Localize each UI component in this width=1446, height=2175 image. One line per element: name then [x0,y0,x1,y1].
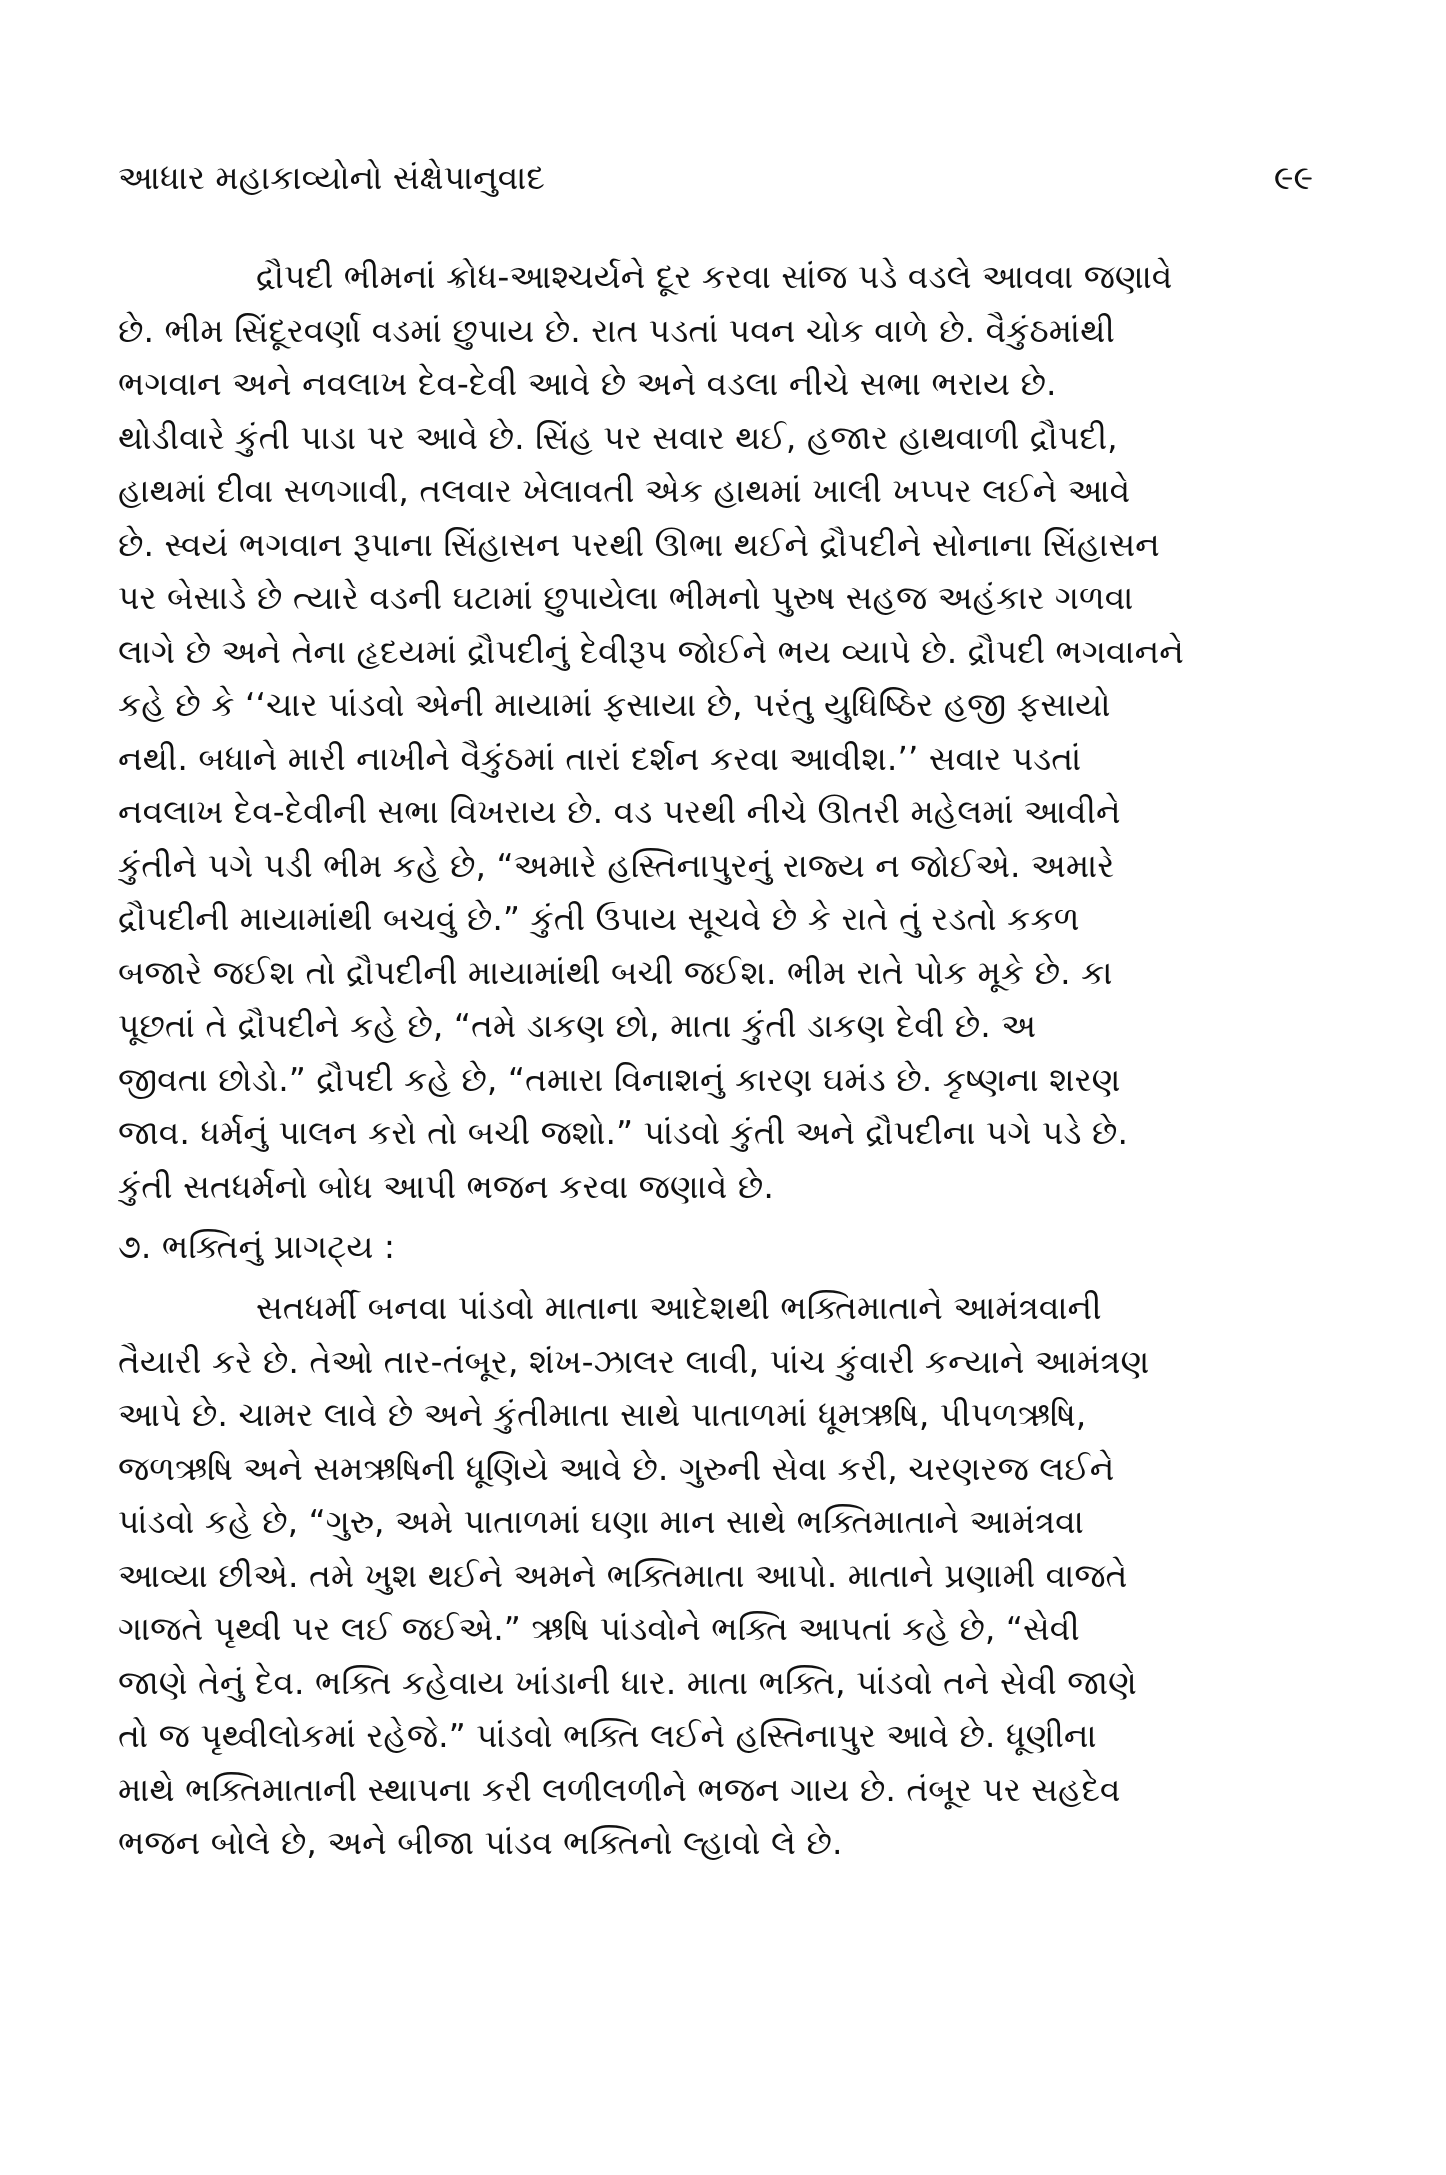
page-number: ૯૯ [1273,158,1313,197]
text-line: કહે છે કે ‘‘ચાર પાંડવો એની માયામાં ફસાયા છે, પરંતુ યુધિષ્ઠિર હજી ફસાયો [118,685,1111,724]
text-line: થોડીવારે કુંતી પાડા પર આવે છે. સિંહ પર સવાર થઈ, હજાર હાથવાળી દ્રૌપદી, [118,417,1118,457]
text-line: જાવ. ધર્મનું પાલન કરો તો બચી જશો.” પાંડવો કુંતી અને દ્રૌપદીના પગે પડે છે. [118,1113,1128,1152]
text-line: હાથમાં દીવા સળગાવી, તલવાર ખેલાવતી એક હાથમાં ખાલી ખપ્પર લઈને આવે [118,471,1131,510]
section-heading: ૭. ભક્તિનું પ્રાગટ્ય : [118,1227,395,1266]
text-line: નવલાખ દેવ-દેવીની સભા વિખરાય છે. વડ પરથી નીચે ઊતરી મહેલમાં આવીને [118,792,1121,831]
text-line: પાંડવો કહે છે, “ગુરુ, અમે પાતાળમાં ઘણા માન સાથે ભક્તિમાતાને આમંત્રવા [118,1502,1084,1541]
text-line: કુંતી સતધર્મનો બોધ આપી ભજન કરવા જણાવે છે. [118,1166,774,1206]
text-line: જીવતા છોડો.” દ્રૌપદી કહે છે, “તમારા વિનાશનું કારણ ઘમંડ છે. કૃષ્ણના શરણ [118,1059,1121,1099]
text-line: માથે ભક્તિમાતાની સ્થાપના કરી લળીલળીને ભજન ગાય છે. તંબૂર પર સહદેવ [118,1769,1121,1809]
text-line: ભજન બોલે છે, અને બીજા પાંડવ ભક્તિનો લ્હાવો લે છે. [118,1823,843,1862]
body-text [118,250,1313,1870]
text-line: છે. ભીમ સિંદૂરવર્ણા વડમાં છુપાય છે. રાત પડતાં પવન ચોક વાળે છે. વૈકુંઠમાંથી [118,310,1115,350]
text-line: દ્રૌપદી ભીમનાં ક્રોધ-આશ્ચર્યને દૂર કરવા સાંજ પડે વડલે આવવા જણાવે [256,257,1173,296]
text-line: ભગવાન અને નવલાખ દેવ-દેવી આવે છે અને વડલા નીચે સભા ભરાય છે. [118,364,1057,403]
running-header [118,148,1313,208]
text-line: જળઋષિ અને સમઋષિની ધૂણિયે આવે છે. ગુરુની સેવા કરી, ચરણરજ લઈને [118,1448,1115,1488]
text-line: પૂછતાં તે દ્રૌપદીને કહે છે, “તમે ડાકણ છો, માતા કુંતી ડાકણ દેવી છે. અ [118,1006,1037,1045]
text-line: લાગે છે અને તેના હૃદયમાં દ્રૌપદીનું દેવીરૂપ જોઈને ભય વ્યાપે છે. દ્રૌપદી ભગવાનને [118,631,1184,671]
text-line: નથી. બધાને મારી નાખીને વૈકુંઠમાં તારાં દર્શન કરવા આવીશ.’’ સવાર પડતાં [118,738,1082,778]
text-line: આપે છે. ચામર લાવે છે અને કુંતીમાતા સાથે પાતાળમાં ધૂમઋષિ, પીપળઋષિ, [118,1395,1087,1434]
page-header-title: આધાર મહાકાવ્યોનો સંક્ષેપાનુવાદ [118,158,545,197]
text-line: પર બેસાડે છે ત્યારે વડની ઘટામાં છુપાયેલા ભીમનો પુરુષ સહજ અહંકાર ગળવા [118,578,1134,617]
text-line: જાણે તેનું દેવ. ભક્તિ કહેવાય ખાંડાની ધાર. માતા ભક્તિ, પાંડવો તને સેવી જાણે [118,1662,1137,1702]
text-line: સતધર્મી બનવા પાંડવો માતાના આદેશથી ભક્તિમાતાને આમંત્રવાની [256,1288,1102,1327]
text-line: આવ્યા છીએ. તમે ખુશ થઈને અમને ભક્તિમાતા આપો. માતાને પ્રણામી વાજતે [118,1555,1128,1595]
text-line: કુંતીને પગે પડી ભીમ કહે છે, “અમારે હસ્તિનાપુરનું રાજ્ય ન જોઈએ. અમારે [118,845,1115,885]
text-line: તો જ પૃથ્વીલોકમાં રહેજે.” પાંડવો ભક્તિ લઈને હસ્તિનાપુર આવે છે. ધૂણીના [118,1716,1097,1755]
text-line: બજારે જઈશ તો દ્રૌપદીની માયામાંથી બચી જઈશ. ભીમ રાતે પોક મૂકે છે. કા [118,952,1113,992]
text-line: દ્રૌપદીની માયામાંથી બચવું છે.” કુંતી ઉપાય સૂચવે છે કે રાતે તું રડતો કકળ [118,899,1080,938]
paragraph-draupadi-bhim [118,250,1313,1213]
paragraph-bhakti [118,1281,1313,1870]
text-line: છે. સ્વયં ભગવાન રૂપાના સિંહાસન પરથી ઊભા થઈને દ્રૌપદીને સોનાના સિંહાસન [118,524,1160,564]
text-line: ગાજતે પૃથ્વી પર લઈ જઈએ.” ઋષિ પાંડવોને ભક્તિ આપતાં કહે છે, “સેવી [118,1609,1080,1648]
text-line: તૈયારી કરે છે. તેઓ તાર-તંબૂર, શંખ-ઝાલર લાવી, પાંચ કુંવારી કન્યાને આમંત્રણ [118,1341,1150,1381]
